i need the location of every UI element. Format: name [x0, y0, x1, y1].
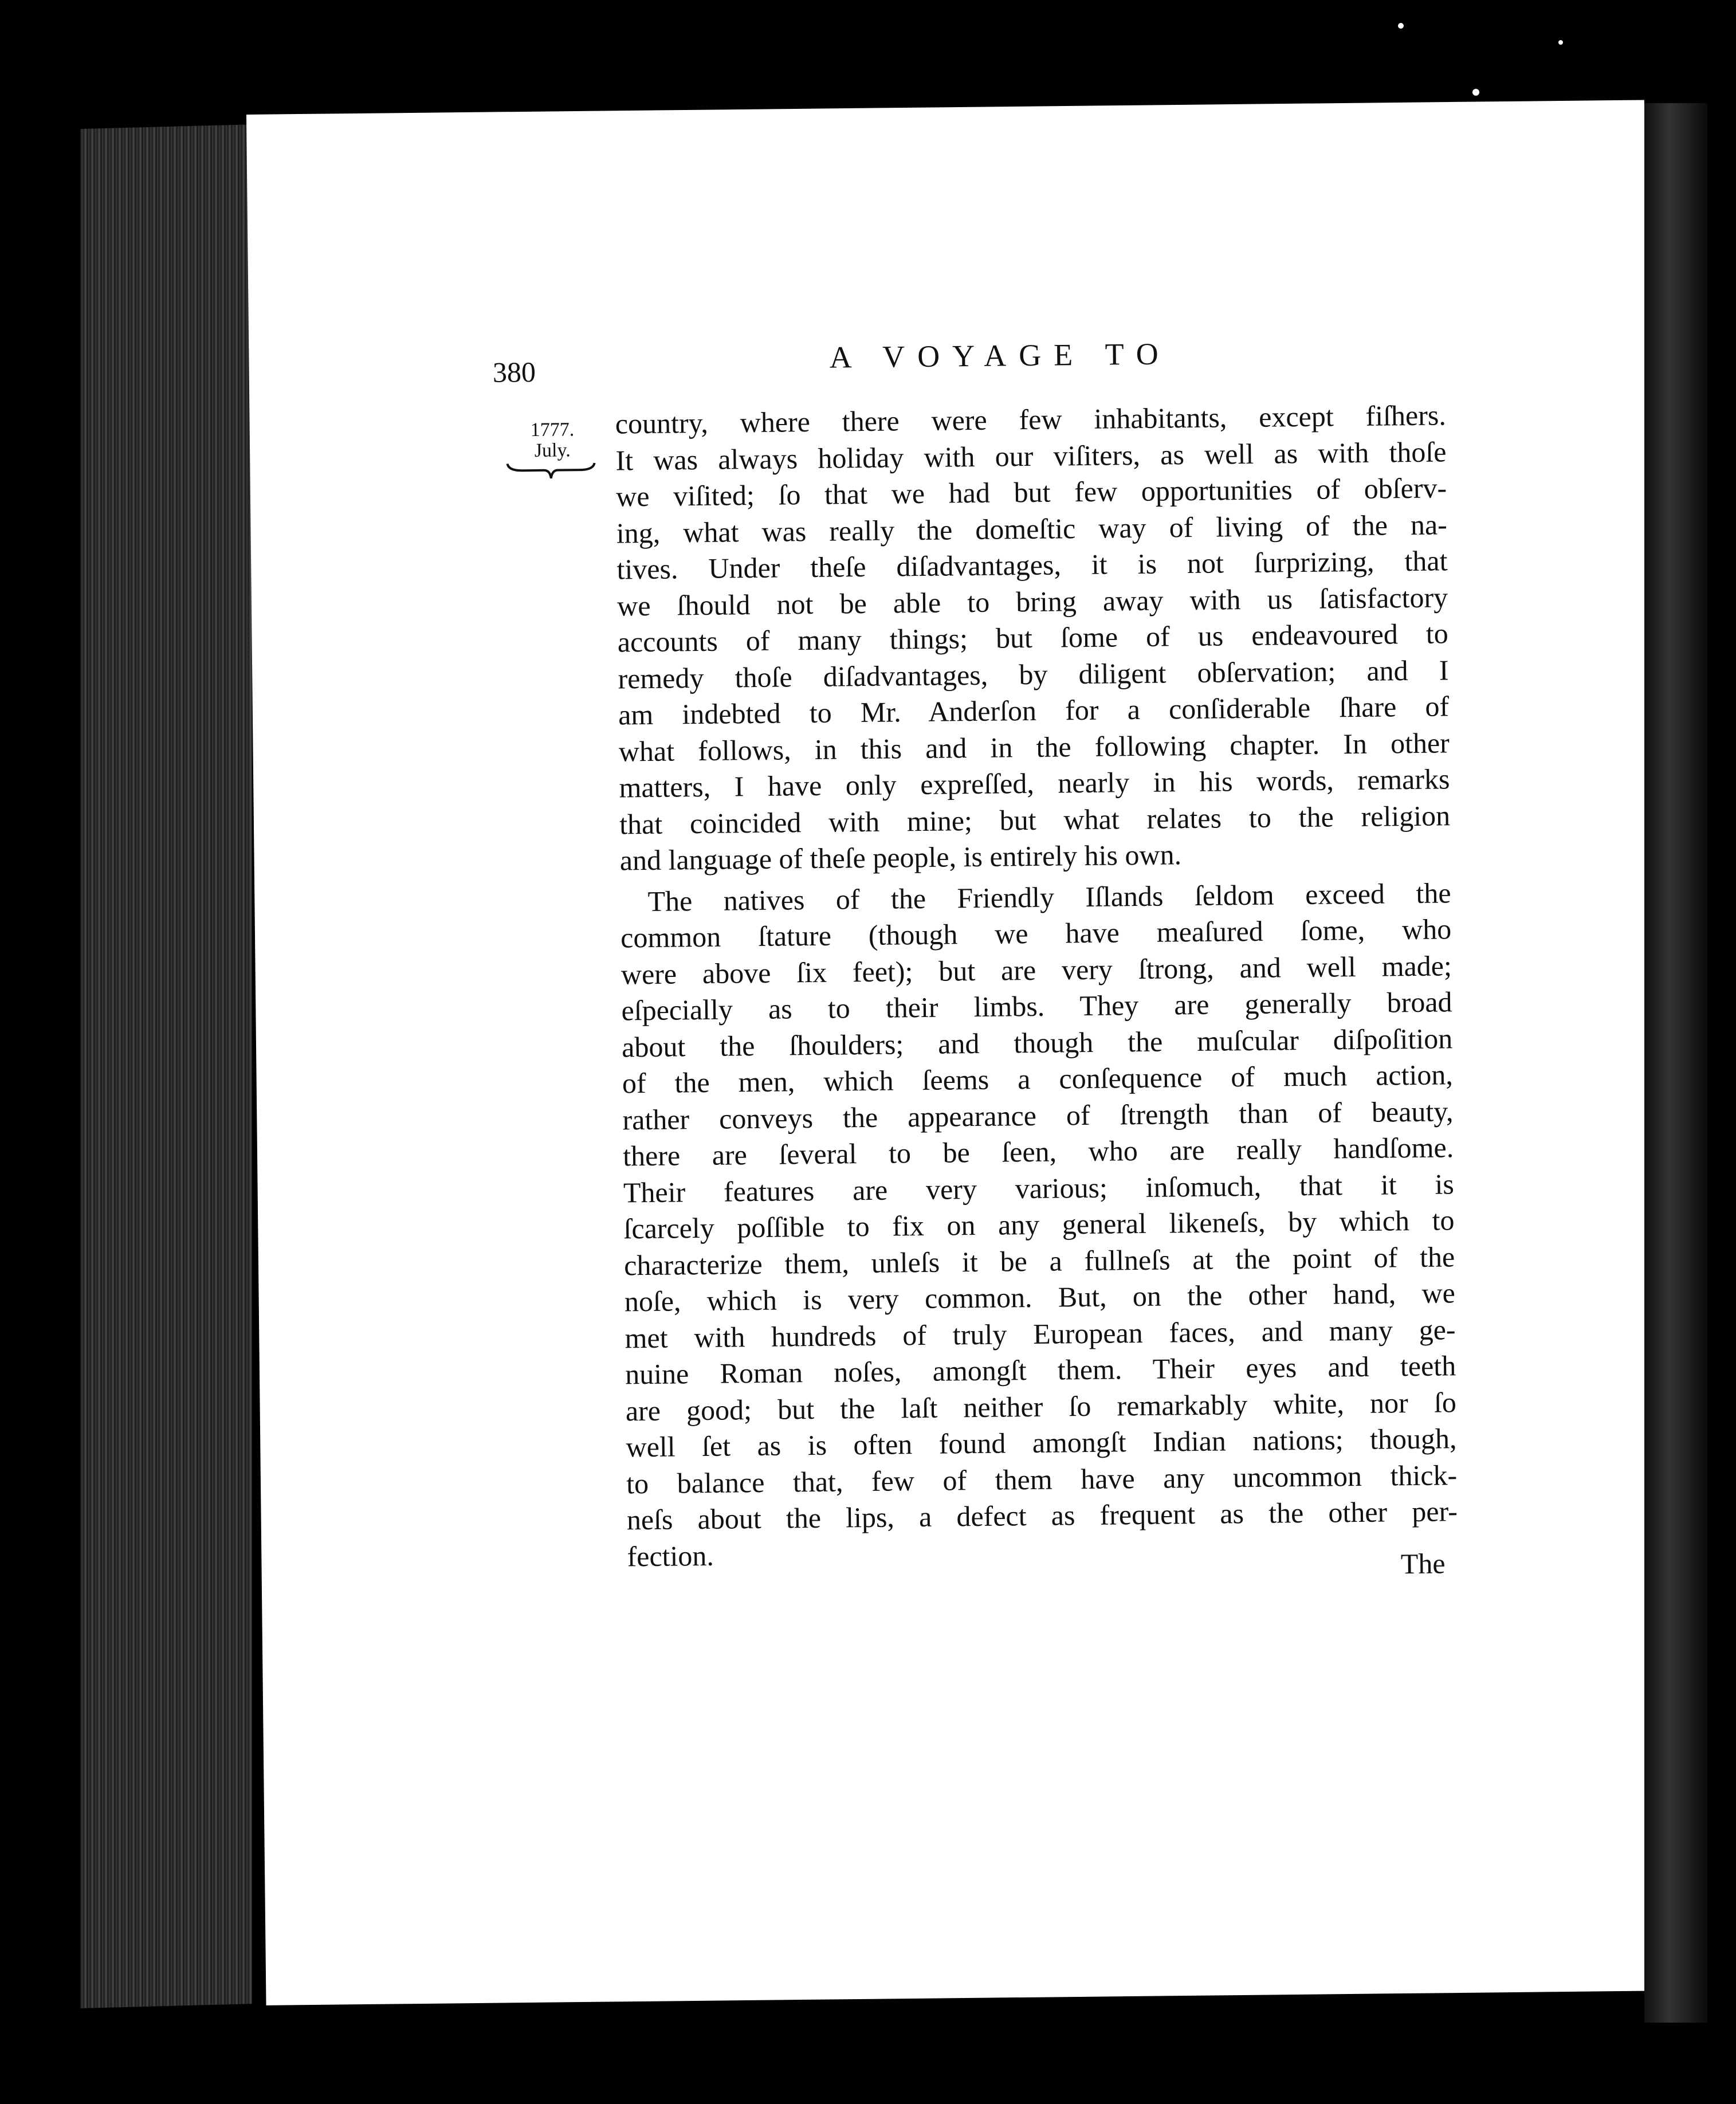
text-line: of the men, which ſeems a conſequence of much action, — [622, 1058, 1454, 1100]
text-line: there are ſeveral to be ſeen, who are really handſome. — [622, 1131, 1454, 1172]
body-text — [615, 397, 1458, 1575]
text-line: well ſet as is often found amongſt Indian nations; though, — [626, 1422, 1457, 1463]
text-line: accounts of many things; but ſome of us endeavoured to — [617, 617, 1449, 658]
text-line: tives. Under theſe diſadvantages, it is not ſurprizing, that — [616, 544, 1448, 586]
text-line: to balance that, few of them have any uncommon thick- — [626, 1458, 1458, 1500]
text-line: country, where there were few inhabitants, except fiſhers. — [615, 399, 1447, 440]
text-line: what follows, in this and in the following chapter. In other — [618, 726, 1450, 767]
text-line: ing, what was really the domeſtic way of living of the na- — [616, 508, 1448, 549]
paragraph — [615, 397, 1451, 879]
page-number: 380 — [492, 355, 536, 388]
text-line: ſcarcely poſſible to fix on any general likeneſs, by which to — [623, 1204, 1455, 1245]
running-title: A VOYAGE TO — [829, 336, 1172, 375]
text-line: am indebted to Mr. Anderſon for a conſiderable ſhare of — [618, 690, 1450, 731]
text-line: neſs about the lips, a defect as frequent as the other per- — [626, 1495, 1458, 1536]
text-line: were above ſix feet); but are very ſtrong, and well made; — [620, 949, 1452, 990]
text-line: remedy thoſe diſadvantages, by diligent obſervation; and I — [618, 653, 1449, 694]
margin-year: 1777. — [530, 419, 575, 441]
text-line: matters, I have only expreſſed, nearly in his words, remarks — [619, 763, 1450, 804]
text-line: are good; but the laſt neither ſo remarkably white, nor ſo — [625, 1385, 1457, 1427]
text-line: that coincided with mine; but what relates to the religion — [619, 799, 1451, 840]
text-line: we ſhould not be able to bring away with us ſatisfactory — [616, 580, 1448, 622]
text-line: characterize them, unleſs it be a fullneſs at the point of the — [623, 1240, 1455, 1281]
text-line: noſe, which is very common. But, on the other hand, we — [624, 1277, 1456, 1318]
text-line: about the ſhoulders; and though the muſcular diſpoſition — [621, 1022, 1453, 1063]
text-line: and language of theſe people, is entirely his own. — [619, 838, 1182, 877]
text-line: we viſited; ſo that we had but few opportunities of obſerv- — [615, 472, 1447, 513]
text-line: Their features are very various; inſomuch, that it is — [623, 1167, 1455, 1208]
text-line: rather conveys the appearance of ſtrength than of beauty, — [622, 1094, 1454, 1136]
curly-brace-icon — [505, 461, 597, 481]
margin-date-note — [509, 419, 596, 481]
text-line: met with hundreds of truly European faces, and many ge- — [625, 1313, 1456, 1354]
text-line: fection. — [627, 1539, 714, 1572]
text-line: The natives of the Friendly Iſlands ſeldom exceed the — [647, 876, 1451, 917]
text-line: It was always holiday with our viſiters, as well as with thoſe — [615, 435, 1447, 476]
paragraph — [620, 875, 1458, 1575]
text-line: nuine Roman noſes, amongſt them. Their eyes and teeth — [625, 1349, 1456, 1391]
margin-month: July. — [534, 439, 571, 461]
text-line: eſpecially as to their limbs. They are generally broad — [621, 986, 1452, 1027]
catchword: The — [1400, 1547, 1446, 1580]
text-line: common ſtature (though we have meaſured ſome, who — [620, 913, 1452, 954]
